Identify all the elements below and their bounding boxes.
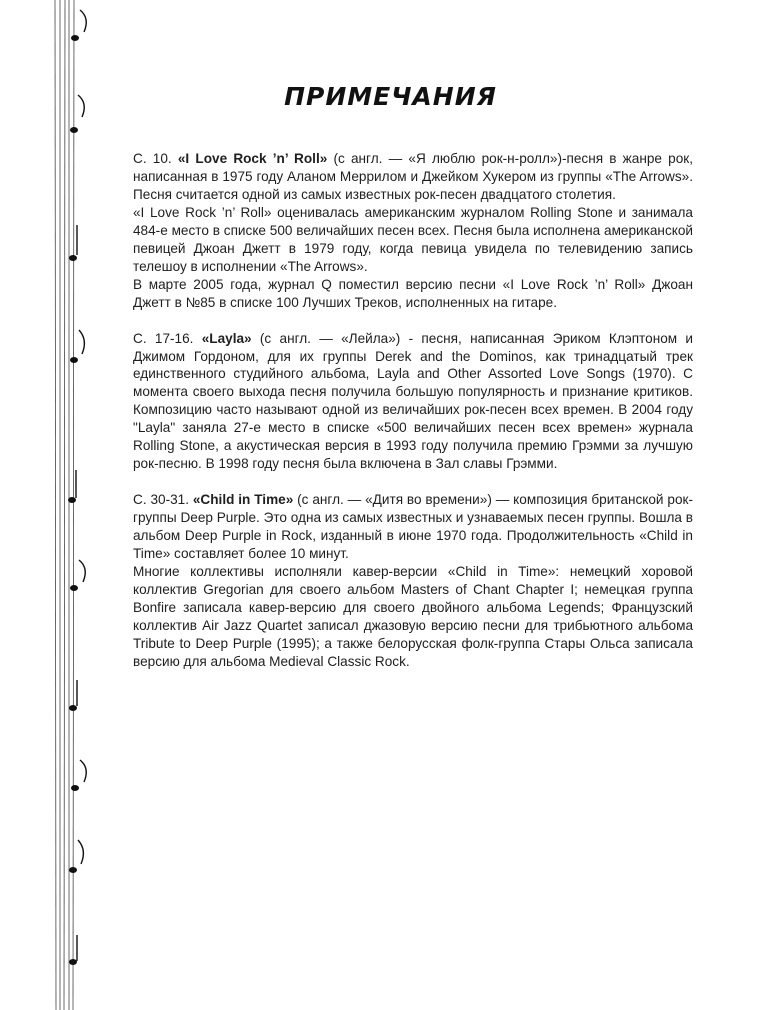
note-ref: С. 30-31. [133, 492, 193, 508]
note-ref: С. 17-16. [133, 330, 202, 346]
note-song-name: «Layla» [201, 330, 252, 346]
note-text: (с англ. — «Дитя во времени») — композиция британской рок-группы Deep Purple. Это одна из самых известных и узнаваемых песен группы. Вошла в альбом Deep Purple in Rock, изданный в июне 1970 года. Продолжительность «Child in Time» составляет более 10 минут. [133, 492, 693, 562]
note-paragraph [133, 491, 693, 563]
note-paragraph: «I Love Rock ’n’ Roll» оценивалась американским журналом Rolling Stone и занимала 484-е место в списке 500 величайших песен всех. Песня была исполнена американской певицей Джоан Джетт в 1979 году, когда певица увидела по телевидению запись телешоу в исполнении «The Arrows». [133, 204, 693, 274]
note-paragraph: В марте 2005 года, журнал Q поместил версию песни «I Love Rock ’n’ Roll» Джоан Джетт в №85 в списке 100 Лучших Треков, исполненных на гитаре. [133, 276, 693, 310]
note-item [133, 330, 693, 474]
notes-body [133, 150, 693, 689]
note-paragraph [133, 330, 693, 474]
note-song-name: «Child in Time» [192, 492, 294, 508]
music-staff-border [52, 0, 102, 1010]
note-song-name: «I Love Rock ’n’ Roll» [177, 151, 328, 166]
note-text: (с англ. — «Я люблю рок-н-ролл»)-песня в жанре рок, написанная в 1975 году Аланом Меррилом и Джейком Хукером из группы «The Arrows». Песня считается одной из самых известных рок-песен двадцатого столетия. [133, 151, 693, 202]
note-paragraph: Многие коллективы исполняли кавер-версии «Child in Time»: немецкий хоровой коллектив Gregorian для своего альбом Masters of Chant Chapter I; немецкая группа Bonfire записала кавер-версию для своего двойного альбома Legends; Французский коллектив Air Jazz Quartet записал джазовую версию песни для трибьютного альбома Tribute to Deep Purple (1995); а также белорусская фолк-группа Стары Ольса записала версию для альбома Medieval Classic Rock. [133, 564, 693, 669]
note-ref: С. 10. [133, 151, 178, 166]
note-item [133, 491, 693, 671]
page-title: ПРИМЕЧАНИЯ [284, 82, 497, 111]
note-paragraph [133, 150, 693, 204]
note-text: (с англ. — «Лейла») - песня, написанная Эриком Клэптоном и Джимом Гордоном, для их группы Derek and the Dominos, как тринадцатый трек единственного студийного альбома, Layla and Other Assorted Love Songs (1970). С момента своего выхода песня получила большую популярность и признание критиков. Композицию часто называют одной из величайших рок-песен всех времен. В 2004 году "Layla" заняла 27-е место в списке «500 величайших песен всех времен» журнала Rolling Stone, а акустическая версия в 1993 году получила премию Грэмми за лучшую рок-песню. В 1998 году песня была включена в Зал славы Грэмми. [133, 330, 693, 472]
note-item [133, 150, 693, 312]
